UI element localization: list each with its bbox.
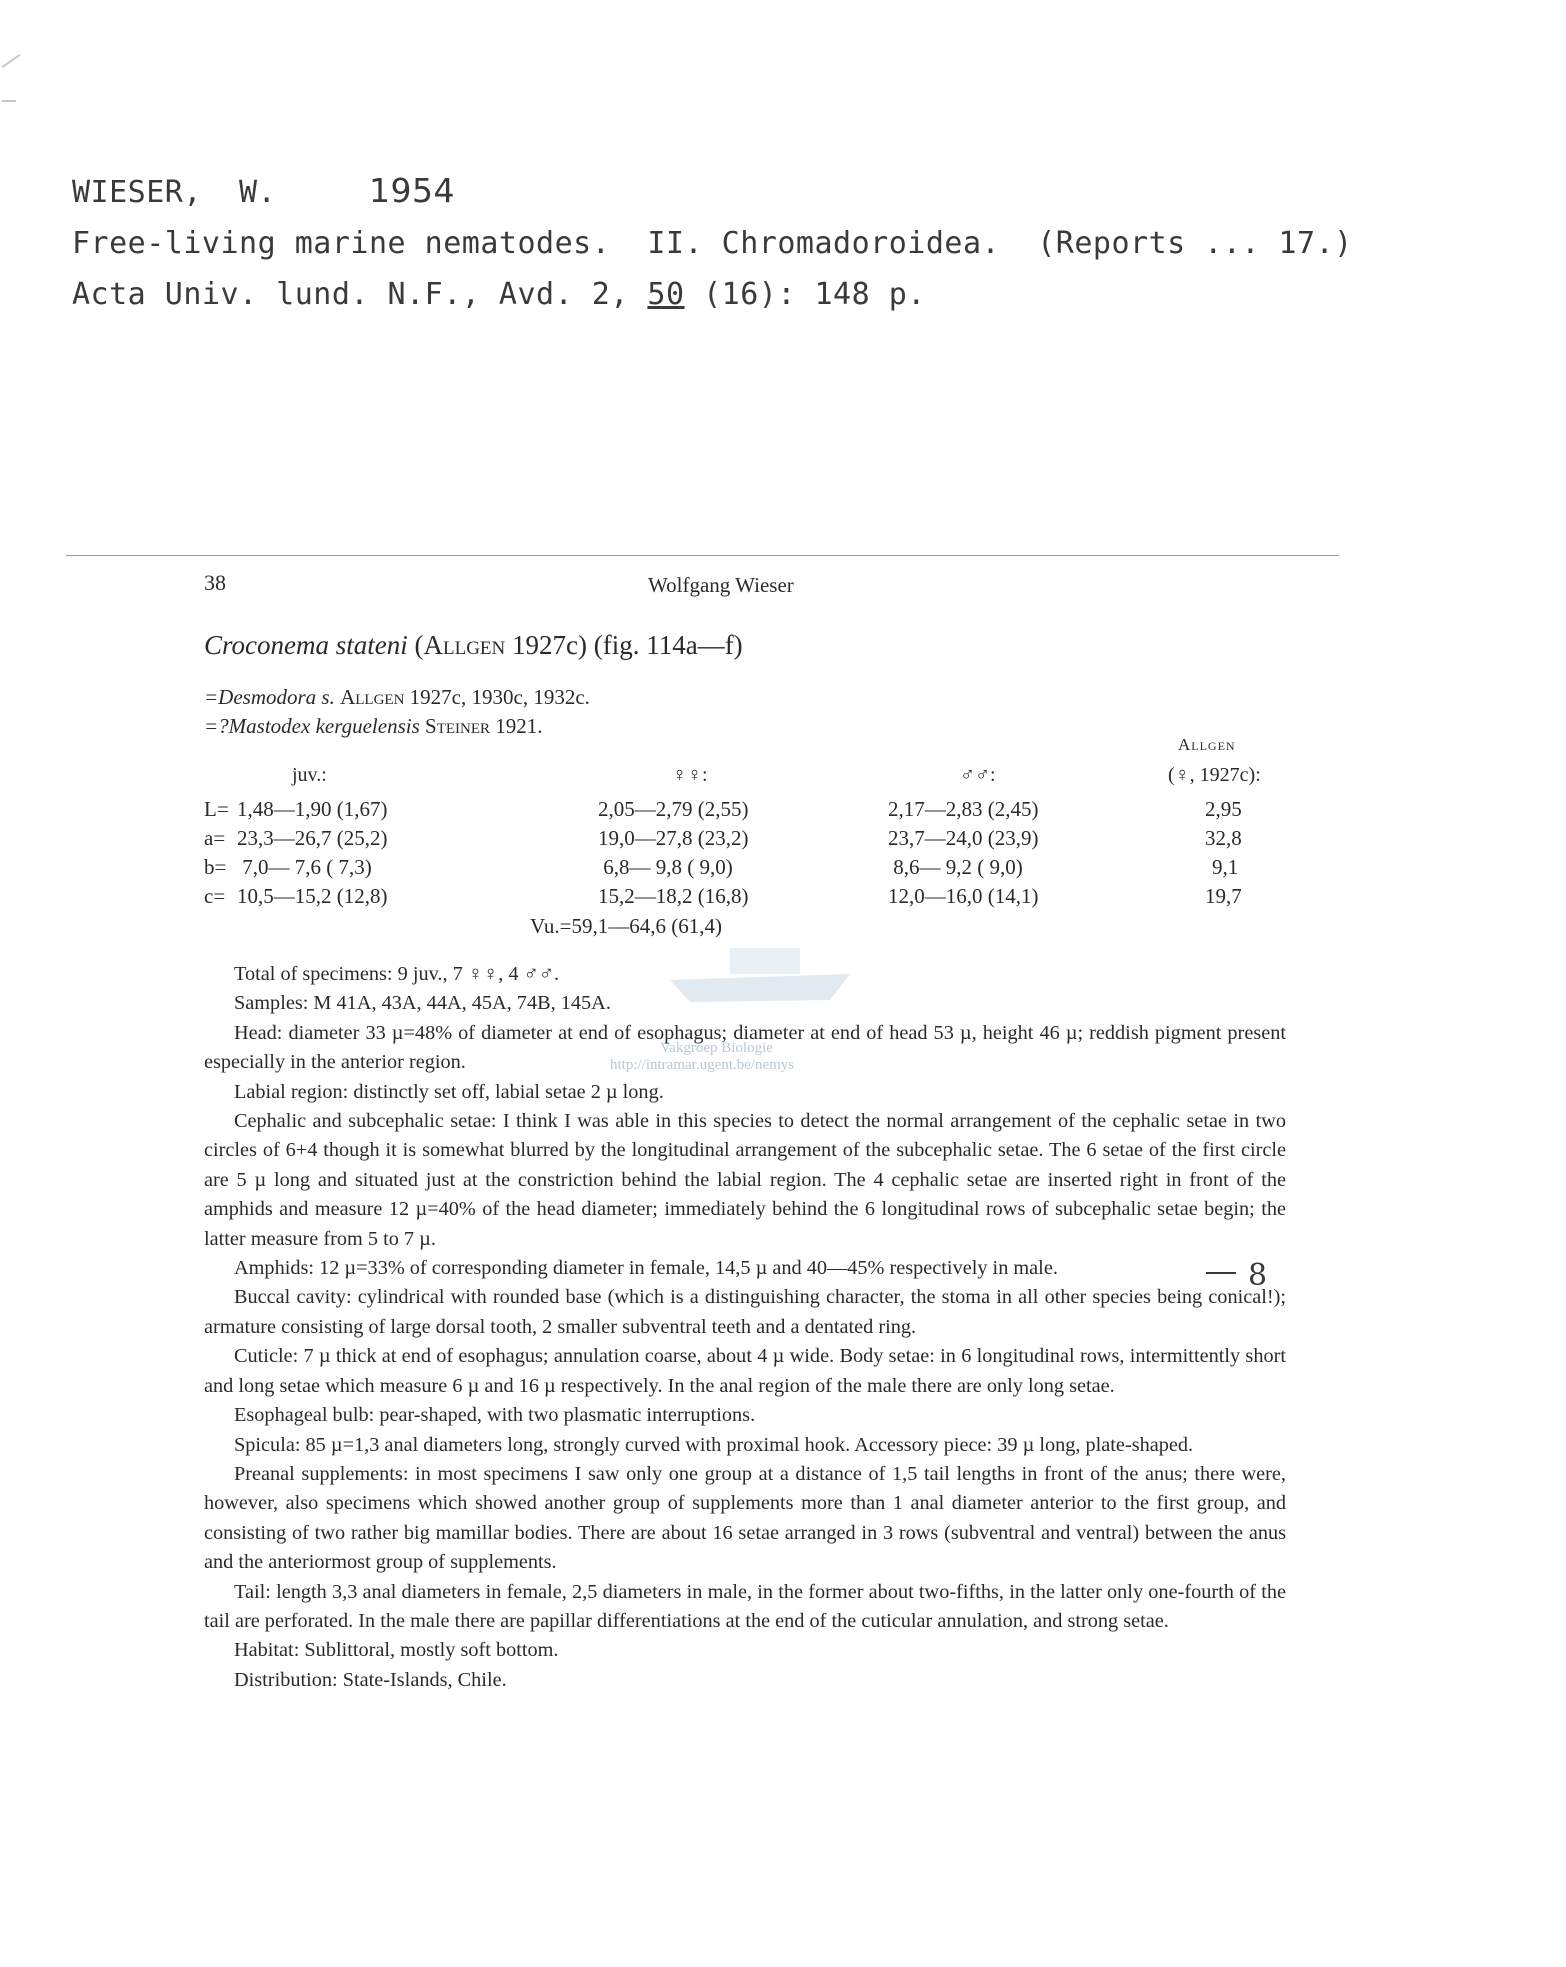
column-header-males: ♂♂: bbox=[960, 764, 996, 786]
paragraph-labial: Labial region: distinctly set off, labial setae 2 µ long. bbox=[234, 1080, 664, 1103]
column-header-juveniles: juv.: bbox=[292, 764, 327, 786]
watermark-url: http://intramar.ugent.be/nemys bbox=[610, 1057, 795, 1073]
paragraph-cuticle: Cuticle: 7 µ thick at end of esophagus; annulation coarse, about 4 µ wide. Body setae: in 6 longitudinal rows, intermittently short and long setae which measure 6 µ and 16 µ respectively. In the anal region of the male there are only long setae. bbox=[204, 1345, 1286, 1397]
cell-allgen: 9,1 bbox=[1212, 855, 1239, 879]
synonym-author: Steiner bbox=[425, 714, 491, 738]
paragraph-samples: Samples: M 41A, 43A, 44A, 45A, 74B, 145A. bbox=[234, 992, 611, 1015]
cell-allgen: 32,8 bbox=[1205, 826, 1242, 850]
scan-mark bbox=[1, 54, 20, 68]
cell-female: 6,8— 9,8 ( 9,0) bbox=[598, 855, 733, 879]
paragraph-spicula: Spicula: 85 µ=1,3 anal diameters long, strongly curved with proximal hook. Accessory piece: 39 µ long, plate-shaped. bbox=[234, 1433, 1194, 1456]
cell-allgen: 2,95 bbox=[1205, 797, 1242, 821]
species-citation: 1927c) (fig. 114a—f) bbox=[512, 630, 743, 660]
paragraph-setae: Cephalic and subcephalic setae: I think I was able in this species to detect the normal arrangement of the cephalic setae in two circles of 6+4 though it is somewhat blurred by the longitudinal arrangement of the subcephalic setae. The 6 setae of the first circle are 5 µ long and situated just at the constriction behind the labial region. The 4 cephalic setae are inserted right in front of the amphids and measure 12 µ=40% of the head diameter; immediately behind the 6 longitudinal rows of subcephalic setae begin; the latter measure from 5 to 7 µ. bbox=[204, 1110, 1286, 1250]
row-label: b= bbox=[204, 855, 227, 879]
species-author-open: ( bbox=[414, 630, 424, 660]
cell-juv: 7,0— 7,6 ( 7,3) bbox=[237, 855, 372, 879]
citation-block bbox=[72, 165, 1353, 320]
synonym-item bbox=[204, 683, 590, 712]
species-title bbox=[204, 630, 743, 661]
column-header-females: ♀♀: bbox=[672, 764, 708, 786]
paragraph-tail: Tail: length 3,3 anal diameters in female, 2,5 diameters in male, in the former about two-fifths, in the latter only one-fourth of the tail are perforated. In the male there are papillar differentiations at the end of the cuticular annulation, and strong setae. bbox=[204, 1580, 1286, 1632]
cell-juv: 10,5—15,2 (12,8) bbox=[237, 884, 388, 908]
row-label: a= bbox=[204, 826, 226, 850]
watermark-text bbox=[610, 1040, 794, 1074]
paragraph-bulb: Esophageal bulb: pear-shaped, with two plasmatic interruptions. bbox=[234, 1404, 756, 1427]
cell-juv: 23,3—26,7 (25,2) bbox=[237, 826, 388, 850]
cell-male: 8,6— 9,2 ( 9,0) bbox=[888, 855, 1023, 879]
vulva-position: Vu.=59,1—64,6 (61,4) bbox=[530, 914, 722, 938]
cell-allgen: 19,7 bbox=[1205, 884, 1242, 908]
citation-title: Free-living marine nematodes. II. Chromadoroidea. (Reports ... 17.) bbox=[72, 226, 1353, 261]
citation-year: 1954 bbox=[369, 171, 455, 210]
page-top-rule bbox=[66, 555, 1339, 556]
synonym-item bbox=[204, 712, 590, 741]
synonym-author: Allgen bbox=[340, 685, 405, 709]
species-name: Croconema stateni bbox=[204, 630, 408, 660]
running-head: Wolfgang Wieser bbox=[648, 573, 794, 597]
row-label: L= bbox=[204, 797, 229, 821]
citation-pages: (16): 148 p. bbox=[703, 277, 926, 312]
paragraph-supplements: Preanal supplements: in most specimens I saw only one group at a distance of 1,5 tail lengths in front of the anus; there were, however, also specimens which showed another group of supplements more than 1 anal diameter anterior to the first group, and consisting of two rather big mamillar bodies. There are about 16 setae arranged in 3 rows (subventral and ventral) between the anus and the anteriormost group of supplements. bbox=[204, 1462, 1286, 1574]
cell-male: 12,0—16,0 (14,1) bbox=[888, 884, 1039, 908]
allgen-column-title: Allgen bbox=[1178, 735, 1236, 754]
cell-male: 23,7—24,0 (23,9) bbox=[888, 826, 1039, 850]
citation-journal: Acta Univ. lund. N.F., Avd. 2, bbox=[72, 277, 629, 312]
page-number: 38 bbox=[204, 570, 226, 595]
paragraph-head: Head: diameter 33 µ=48% of diameter at end of esophagus; diameter at end of head 53 µ, height 46 µ; reddish pigment present especially in the anterior region. bbox=[204, 1021, 1286, 1074]
handwritten-annotation: 8 bbox=[1248, 1258, 1267, 1293]
paragraph-distribution: Distribution: State-Islands, Chile. bbox=[234, 1668, 507, 1691]
paragraph-total: Total of specimens: 9 juv., 7 ♀♀, 4 ♂♂. bbox=[234, 963, 560, 985]
paragraph-amphids: Amphids: 12 µ=33% of corresponding diameter in female, 14,5 µ and 40—45% respectively in male. bbox=[234, 1257, 1058, 1280]
synonym-years: 1921. bbox=[495, 714, 543, 738]
citation-journal-line bbox=[72, 269, 1353, 320]
cell-male: 2,17—2,83 (2,45) bbox=[888, 797, 1039, 821]
synonym-name: =Desmodora s. bbox=[204, 685, 335, 709]
synonym-years: 1927c, 1930c, 1932c. bbox=[409, 685, 590, 709]
cell-female: 2,05—2,79 (2,55) bbox=[598, 797, 749, 821]
column-header-allgen: (♀, 1927c): bbox=[1168, 764, 1261, 786]
citation-volume: 50 bbox=[647, 277, 685, 312]
scan-mark bbox=[2, 100, 16, 102]
citation-author-line bbox=[72, 165, 1353, 218]
row-label: c= bbox=[204, 884, 226, 908]
paragraph-habitat: Habitat: Sublittoral, mostly soft bottom. bbox=[234, 1639, 559, 1662]
cell-juv: 1,48—1,90 (1,67) bbox=[237, 797, 388, 821]
watermark-line: Vakgroep Biologie bbox=[660, 1040, 773, 1056]
synonym-list bbox=[204, 683, 590, 741]
paragraph-buccal: Buccal cavity: cylindrical with rounded base (which is a distinguishing character, the stoma in all other species being conical!); armature consisting of large dorsal tooth, 2 smaller subventral teeth and a dentated ring. bbox=[204, 1286, 1286, 1338]
citation-author: WIESER, W. bbox=[72, 175, 277, 210]
cell-female: 15,2—18,2 (16,8) bbox=[598, 884, 749, 908]
synonym-name: =?Mastodex kerguelensis bbox=[204, 714, 420, 738]
cell-female: 19,0—27,8 (23,2) bbox=[598, 826, 749, 850]
species-author: Allgen bbox=[423, 630, 506, 660]
